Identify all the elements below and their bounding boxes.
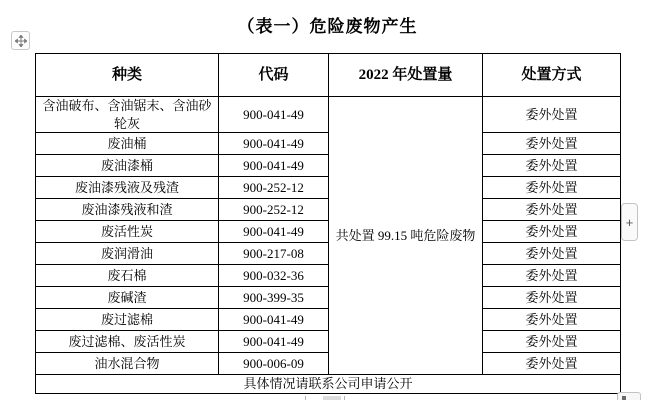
cell-method[interactable]: 委外处置 [483, 199, 621, 221]
cell-method[interactable]: 委外处置 [483, 133, 621, 155]
bottom-right-control-fragment[interactable] [617, 392, 641, 400]
cell-method[interactable]: 委外处置 [483, 287, 621, 309]
cell-method[interactable]: 委外处置 [483, 243, 621, 265]
table-row [36, 331, 621, 353]
table-row [36, 133, 621, 155]
table-footer-row [36, 375, 621, 394]
cell-code[interactable]: 900-041-49 [219, 97, 329, 133]
plus-icon: + [625, 214, 634, 230]
table-row [36, 309, 621, 331]
cell-kind[interactable]: 废石棉 [36, 265, 219, 287]
header-amount-2022[interactable]: 2022 年处置量 [329, 54, 483, 97]
bottom-scrollbar-fragment[interactable] [305, 396, 345, 400]
header-kind[interactable]: 种类 [36, 54, 219, 97]
table-row [36, 97, 621, 133]
cell-method[interactable]: 委外处置 [483, 221, 621, 243]
control-glyph-fragment [622, 396, 626, 400]
cell-code[interactable]: 900-041-49 [219, 331, 329, 353]
cell-kind[interactable]: 废油漆桶 [36, 155, 219, 177]
cell-kind[interactable]: 废油桶 [36, 133, 219, 155]
table-move-handle[interactable] [11, 31, 30, 50]
cell-kind[interactable]: 废碱渣 [36, 287, 219, 309]
cell-kind[interactable]: 油水混合物 [36, 353, 219, 375]
move-cross-icon [15, 35, 27, 47]
cell-method[interactable]: 委外处置 [483, 309, 621, 331]
header-method[interactable]: 处置方式 [483, 54, 621, 97]
add-button[interactable] [621, 203, 638, 241]
page-title[interactable]: （表一）危险废物产生 [237, 17, 418, 36]
cell-total-disposal[interactable]: 共处置 99.15 吨危险废物 [329, 97, 483, 375]
table-row [36, 155, 621, 177]
table-row [36, 199, 621, 221]
hazardous-waste-table [35, 53, 621, 394]
cell-method[interactable]: 委外处置 [483, 331, 621, 353]
table-row [36, 177, 621, 199]
cell-code[interactable]: 900-041-49 [219, 133, 329, 155]
header-code[interactable]: 代码 [219, 54, 329, 97]
cell-method[interactable]: 委外处置 [483, 353, 621, 375]
cell-method[interactable]: 委外处置 [483, 265, 621, 287]
cell-method[interactable]: 委外处置 [483, 155, 621, 177]
cell-code[interactable]: 900-032-36 [219, 265, 329, 287]
cell-code[interactable]: 900-399-35 [219, 287, 329, 309]
table-row [36, 353, 621, 375]
table-row [36, 243, 621, 265]
cell-kind[interactable]: 废油漆残液及残渣 [36, 177, 219, 199]
cell-code[interactable]: 900-041-49 [219, 309, 329, 331]
cell-code[interactable]: 900-041-49 [219, 155, 329, 177]
cell-kind[interactable]: 废活性炭 [36, 221, 219, 243]
cell-footer-note[interactable]: 具体情况请联系公司申请公开 [36, 375, 621, 394]
cell-code[interactable]: 900-041-49 [219, 221, 329, 243]
cell-kind[interactable]: 废过滤棉 [36, 309, 219, 331]
scrollbar-thumb-fragment [323, 396, 341, 400]
table-row [36, 287, 621, 309]
cell-method[interactable]: 委外处置 [483, 177, 621, 199]
cell-kind[interactable]: 废润滑油 [36, 243, 219, 265]
cell-kind[interactable]: 含油破布、含油锯末、含油砂轮灰 [36, 97, 219, 133]
table-row [36, 221, 621, 243]
cell-kind[interactable]: 废过滤棉、废活性炭 [36, 331, 219, 353]
cell-code[interactable]: 900-006-09 [219, 353, 329, 375]
cell-method[interactable]: 委外处置 [483, 97, 621, 133]
table-row [36, 265, 621, 287]
cell-kind[interactable]: 废油漆残液和渣 [36, 199, 219, 221]
cell-code[interactable]: 900-217-08 [219, 243, 329, 265]
cell-code[interactable]: 900-252-12 [219, 199, 329, 221]
cell-code[interactable]: 900-252-12 [219, 177, 329, 199]
table-header-row [36, 54, 621, 97]
